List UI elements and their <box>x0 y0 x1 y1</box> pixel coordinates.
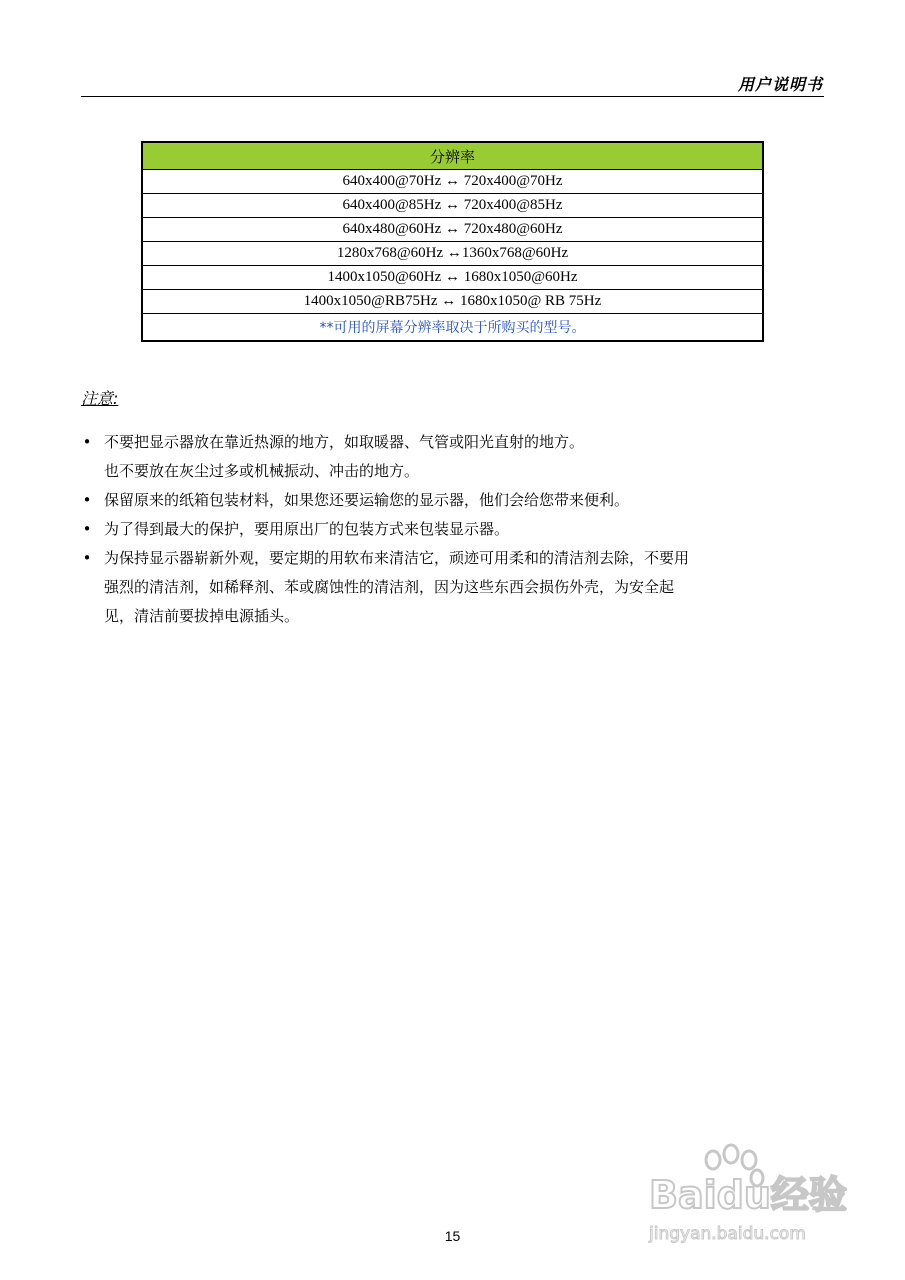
bullet-icon: • <box>82 491 92 509</box>
watermark-url: jingyan.baidu.com <box>649 1224 806 1244</box>
page-number: 15 <box>444 1228 461 1244</box>
table-row <box>142 266 763 290</box>
table-row <box>142 218 763 242</box>
list-item <box>81 544 816 631</box>
list-item <box>81 515 816 544</box>
resolution-cell: 640x400@70Hz ↔ 720x400@70Hz <box>142 170 763 194</box>
table-row <box>142 194 763 218</box>
table-header-resolution: 分辨率 <box>142 142 763 170</box>
document-title: 用户说明书 <box>737 75 823 94</box>
table-header-row <box>142 142 763 170</box>
resolution-cell: 1400x1050@60Hz ↔ 1680x1050@60Hz <box>142 266 763 290</box>
resolution-cell: 1400x1050@RB75Hz ↔ 1680x1050@ RB 75Hz <box>142 290 763 314</box>
paw-toe-icon <box>706 1151 720 1169</box>
table-note-row <box>142 314 763 342</box>
list-item-text: 为了得到最大的保护，要用原出厂的包装方式来包装显示器。 <box>104 520 510 538</box>
table-row <box>142 290 763 314</box>
resolution-cell: 640x400@85Hz ↔ 720x400@85Hz <box>142 194 763 218</box>
paw-toe-icon <box>724 1145 738 1163</box>
table-row <box>142 242 763 266</box>
bullet-icon: • <box>82 549 92 567</box>
notice-heading: 注意: <box>81 389 119 408</box>
table-row <box>142 170 763 194</box>
list-item-text: 不要把显示器放在靠近热源的地方，如取暖器、气管或阳光直射的地方。 <box>104 433 585 451</box>
resolution-table <box>141 141 764 342</box>
list-item <box>81 428 816 486</box>
list-item-text: 为保持显示器崭新外观，要定期的用软布来清洁它，顽迹可用柔和的清洁剂去除，不要用 <box>104 549 690 567</box>
list-item-text: 保留原来的纸箱包装材料，如果您还要运输您的显示器，他们会给您带来便利。 <box>104 491 630 509</box>
resolution-note: **可用的屏幕分辨率取决于所购买的型号。 <box>142 314 763 342</box>
bullet-icon: • <box>82 433 92 451</box>
list-item <box>81 486 816 515</box>
notice-list <box>81 428 816 631</box>
resolution-cell: 640x480@60Hz ↔ 720x480@60Hz <box>142 218 763 242</box>
watermark-brand: Baidu经验 <box>649 1173 847 1217</box>
paw-toe-icon <box>742 1151 756 1169</box>
list-item-text: 也不要放在灰尘过多或机械振动、冲击的地方。 <box>104 462 420 480</box>
bullet-icon: • <box>82 520 92 538</box>
list-item-text: 见，清洁前要拔掉电源插头。 <box>104 607 300 625</box>
list-item-text: 强烈的清洁剂，如稀释剂、苯或腐蚀性的清洁剂，因为这些东西会损伤外壳，为安全起 <box>104 578 675 596</box>
header-divider <box>81 96 824 97</box>
resolution-cell: 1280x768@60Hz ↔1360x768@60Hz <box>142 242 763 266</box>
